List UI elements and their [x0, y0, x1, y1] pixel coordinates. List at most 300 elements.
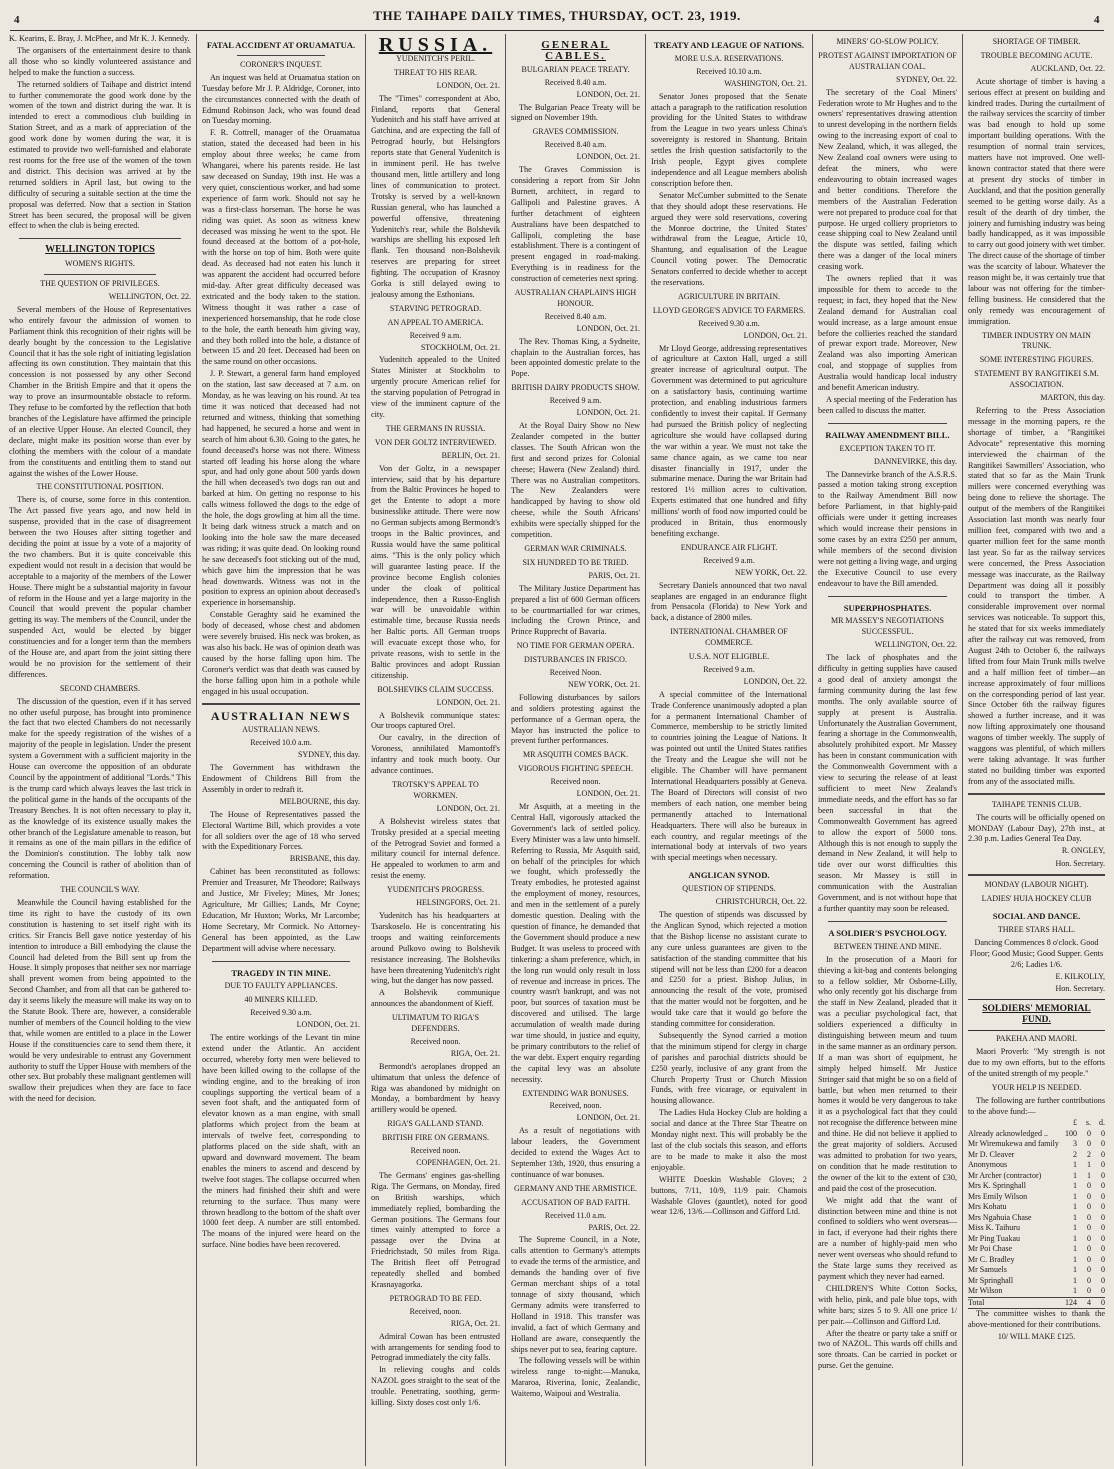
article-paragraph: Yudenitch appealed to the United States Minister at Stockholm to urgently procure American relief for the starving population of Petrograd in view of the imminent capture of the city. — [371, 355, 500, 419]
notice-subheading: LADIES' HUIA HOCKEY CLUB — [981, 894, 1092, 904]
advertisement-text: WHITE Doeskin Washable Gloves; 2 buttons, 7/11, 10/9, 11/9 pair. Chamois Washable Gloves (gauntlet), noted for good wear 12/6, 13/6.—Collinson and Gifford Ltd. — [651, 1174, 807, 1217]
fund-heading-box — [968, 999, 1105, 1031]
article-subheading: LLOYD GEORGE'S ADVICE TO FARMERS. — [652, 305, 806, 315]
table-row — [968, 1181, 1105, 1192]
amount-pence: 0 — [1101, 1202, 1105, 1212]
contributor-name: Already acknowledged .. — [968, 1128, 1048, 1138]
article-subheading: SIX HUNDRED TO BE TRIED. — [522, 557, 629, 567]
article-paragraph: Subsequently the Synod carried a motion that the minimum stipend for clergy in charge of parishes and parochial districts should be £250 yearly, inclusive of any grant from the Church Property Trust or Church Mission Funds, with free vicarage, or equivalent in housing allowance. — [651, 1030, 807, 1106]
article-subheading: QUESTION OF STIPENDS. — [682, 884, 776, 894]
article-heading: SUPERPHOSPHATES. — [843, 602, 932, 613]
contributor-name: Mr Wilson — [968, 1286, 1003, 1296]
newspaper-columns — [4, 34, 1110, 1466]
notice-subheading: THREE STARS HALL. — [997, 924, 1076, 934]
article-subheading: THREAT TO HIS REAR. — [393, 67, 478, 77]
article-paragraph: Acute shortage of timber is having a serious effect at present on building and kindred trades. During the curtailment of the railway services the scarcity of timber was bad enough to hold up some important building operations. With the resumption of normal train services, matters have not improved. One well-known contractor stated that there were at present dry stocks of timber in Auckland, and that the position generally seemed to be getting worse daily. As a result of the dearth of dry timber, the joinery and furnishing industry was being badly handicapped, as it was impossible to carry out good joinery with wet timber. The direct cause of the shortage of timber was the scarcity of labour. Whatever the reason might be, it was certainly true that labour was not offering for the timber-felling business. He considered that the only remedy was encouragement of immigration. — [968, 76, 1105, 326]
article-paragraph: A Bolshevist wireless states that Trotsky presided at a special meeting of the Petrograd Soviet and formed a military council for internal defence. He appealed to workmen to arm and resist the enemy. — [371, 816, 500, 881]
article-heading: RIGA'S GALLAND STAND. — [387, 1119, 484, 1129]
amount-pence: 0 — [1101, 1212, 1105, 1222]
article-paragraph: Yudenitch has his headquarters at Tsarskoselo. He is concentrating his troops and waiting reinforcements around Pulkovo owing to Bolshevik resistance increasing. The Bolsheviks have been threatening Yudenitch's right wing, but the danger has now passed. — [371, 910, 500, 986]
article-heading: ANGLICAN SYNOD. — [688, 870, 770, 881]
article-subheading: THE CONSTITUTIONAL POSITION. — [36, 482, 164, 492]
section-heading: RUSSIA. — [378, 34, 493, 56]
divider — [828, 596, 947, 597]
table-row — [968, 1192, 1105, 1203]
article-paragraph: Mr Asquith, at a meeting in the Central Hall, vigorously attacked the Government's lack of settled policy. Every Minister was a law unto himself. Referring to Russia, Mr Asquith said, on behalf of the principles for which we fought, which professedly the Treaty embodies, he protested against the employment of money, resources, and men in the settlement of a purely domestic question. Dealing with the question of finance, he demanded that the Government should produce a new Budget. It was useless to proceed with tinkering: a sham preference, which, in the long run would only result in loss of revenue and increase in prices. The country wasn't bankrupt, and was not poor, but sources of taxation must be discovered and utilised. The large accumulation of wealth made during war time should, in justice and equity, be primary contributors to the relief of the war debt. Expert enquiry regarding the capital levy was an absolute necessity. — [511, 802, 640, 1084]
column-header: s. — [1085, 1118, 1091, 1128]
divider — [19, 238, 181, 239]
article-paragraph: The Rev. Thomas King, a Sydneite, chaplain to the Australian forces, has been appointed domestic prelate to the Pope. — [511, 336, 640, 379]
article-heading: BULGARIAN PEACE TREATY. — [521, 64, 630, 74]
article-subheading: THE COUNCIL'S WAY. — [60, 885, 140, 895]
divider — [237, 55, 325, 56]
table-row — [968, 1255, 1105, 1266]
received-time: Received noon. — [410, 1036, 461, 1046]
article-subheading: BRITISH FIRE ON GERMANS. — [381, 1133, 490, 1143]
contributor-name: Mrs Ngahuia Chase — [968, 1212, 1032, 1222]
article-heading: A SOLDIER'S PSYCHOLOGY. — [828, 927, 947, 938]
table-row — [968, 1129, 1105, 1140]
article-paragraph: The organisers of the entertainment desire to thank all those who so kindly volunteered assistance and helped to make the function a success. — [9, 45, 191, 77]
article-paragraph: The "Times" correspondent at Abo, Finland, reports that General Yudenitch and his staff have arrived at Gatchina, and are expecting the fall of Petrograd hourly, but Helsingfors reports state that General Yudenitch is in imminent peril. He has twelve thousand men, little artillery and long lines of communication to protect. Trotsky is served by a well-known Russian general, who has launched a powerful offensive, threatening Yudenitch's rear, while the Bolshevik warships are shelling his exposed left flank. Ten thousand non-Bolshevik reserves are preparing for street fighting. The occupation of Krasnoy Gorka is still delayed owing to jealousy among the Esthonians. — [371, 93, 500, 299]
notice-text: Dancing Commences 8 o'clock. Good Floor; Good Music; Good Supper. Gents 2/6; Ladies 1/6. — [969, 937, 1104, 969]
received-time: Received 9 a.m. — [703, 664, 755, 674]
article-heading: PETROGRAD TO BE FED. — [389, 1293, 482, 1303]
article-heading: RAILWAY AMENDMENT BILL. — [825, 429, 950, 440]
amount-pounds: 1 — [1073, 1223, 1077, 1233]
amount-pence: 0 — [1101, 1233, 1105, 1243]
received-time: Received 11.0 a.m. — [544, 1210, 607, 1220]
dateline: SYDNEY, Oct. 22. — [896, 74, 957, 84]
divider — [212, 961, 350, 962]
amount-pounds: 100 — [1065, 1128, 1077, 1138]
column-1 — [4, 34, 197, 1466]
article-paragraph: In the prosecution of a Maori for thieving a kit-bag and contents belonging to a fellow soldier, Mr Osborne-Lilly, who only recently got his discharge from the staff in New Zealand, pleaded that it was a peculiar psychological fact, that soldiers experienced a difficulty in distinguishing between meum and tuum in the same manner as an ordinary person. If a man was short of equipment, he simply helped himself. Mr Justice Stringer said that might be so on a field of battle, but when men returned to their homes it would be very dangerous to take it as a psychological fact that they could not recognise the difference between mine and thine. He did not believe it applied to the great majority of soldiers. Accused was admitted to probation for two years, on condition that he made restitution to the owner of the kit to the extent of £30, and paid the cost of the prosecution. — [818, 954, 957, 1193]
fund-subheading: PAKEHA AND MAORI. — [996, 1034, 1077, 1044]
column-header: d. — [1099, 1118, 1105, 1128]
amount-pounds: 1 — [1073, 1202, 1077, 1212]
dateline: LONDON, Oct. 21. — [436, 803, 500, 813]
article-paragraph: Senator McCumber submitted to the Senate that they should adopt these reservations. He argued they were sold reservations, covering the Monroe doctrine, the United States' withdrawal from the League, Article 10, Shantung, and equalisation of the League Council voting power. The Democratic Senators conferred to decide whether to accept the reservations. — [651, 190, 807, 288]
article-paragraph: Admiral Cowan has been entrusted with arrangements for sending food to Petrograd immediately the city falls. — [371, 1331, 500, 1363]
article-paragraph: The question of stipends was discussed by the Anglican Synod, which rejected a motion that the Bishop license no assistant curate to any cure unless guarantees are given to the satisfaction of the standing committee that his stipend will not be less than £200 for a deacon and £250 for a priest. Bishop Julius, in announcing the result of the vote, promised that the matter would not be forgotten, and he would take care that it would go before the standing committee for consideration. — [651, 909, 807, 1029]
article-paragraph: Mr Lloyd George, addressing representatives of agriculture at Caxton Hall, urged a still greater increase of agricultural output. The Government was determined to put agriculture on a satisfactory basis, continuing wartime protection, and enabling industrious farmers confidently to invest their capital. If Germany had pursued the British policy of neglecting agriculture she would have collapsed during the war within a year. We must not take the same chance again, as we came too near disaster financially in 1917, under the submarine menace. During the war Britain had restored 1½ million acres to cultivation. Experts estimated that one hundred and fifty millions' worth of food now imported could be produced in Britain, thus enormously benefiting exchange. — [651, 343, 807, 538]
contributor-name: Mr Poi Chase — [968, 1244, 1012, 1254]
article-paragraph: Von der Goltz, in a newspaper interview, said that by his departure from the Baltic Provinces he hoped to get the Entente to adopt a more businesslike attitude. There were now no German subjects among Bermondt's troops in the Baltic provinces, and Russia would have the same political aims. "This is the only policy which will guarantee lasting peace. If the province become English colonies under the cloak of political independence, then a Russo-English war will be unavoidable within estimable time, because Russia needs her Baltic ports. All German troops will evacuate except those who, for private reasons, wish to settle in the Baltic provinces and adopt Russian citizenship. — [371, 463, 500, 680]
table-row — [968, 1171, 1105, 1182]
dateline: SYDNEY, this day. — [297, 750, 360, 760]
article-subheading: DUE TO FAULTY APPLIANCES. — [224, 981, 338, 991]
amount-pence: 0 — [1101, 1160, 1105, 1170]
article-paragraph: The secretary of the Coal Miners' Federation wrote to Mr Hughes and to the owners' representatives drawing attention to unrest developing in the northern fields owing to the increasing export of coal to New Zealand, which, it was alleged, the New Zealand coal owners were using to defeat the miners, who were endeavouring to obtain increased wages and better conditions. Therefore the members of the Australian Federation were not prepared to produce coal for that purpose. He urged colliery proprietors to cease shipping coal to New Zealand until the dispute was settled, failing which there was a danger of the local miners ceasing work. — [818, 87, 957, 272]
table-row — [968, 1150, 1105, 1161]
amount-shillings: 0 — [1087, 1139, 1091, 1149]
article-paragraph: We might add that the want of distinction between mine and thine is not confined to soldiers who went overseas—in fact, if everyone had their rights there are a number of highly-paid men who never went overseas who should refund to the State large sums they received as payment which they never had earned. — [818, 1195, 957, 1281]
received-time: Received 9 a.m. — [549, 396, 602, 406]
amount-pence: 0 — [1101, 1191, 1105, 1201]
dateline: DANNEVIRKE, this day. — [873, 456, 957, 466]
article-paragraph: K. Kearins, E. Bray, J. McPhee, and Mr K. J. Kennedy. — [9, 34, 190, 43]
article-paragraph: The lack of phosphates and the difficulty in getting supplies have caused a good deal of anxiety amongst the farming community during the last few months. The only available source of supply at present is Australia. Unfortunately the Australian Government, fearing a shortage in the Commonwealth, absolutely prohibited export. Mr Massey has been in constant communication with the Commonwealth Government with a view to securing the release of at least sufficient to meet New Zealand's immediate needs, and the effort has so far been successful in that the Commonwealth Government has agreed to allow the export of 5000 tons. Although this is not enough to supply the demand in New Zealand, it will help to tide over our worst difficulties this season. Mr Massey is still in communication with the Australian Government, and is not without hope that a further quantity may soon be released. — [818, 653, 957, 913]
dateline: NEW YORK, Oct. 21. — [568, 679, 640, 689]
contributor-name: Anonymous — [968, 1160, 1008, 1170]
article-heading: GERMANY AND THE ARMISTICE. — [513, 1183, 638, 1193]
article-paragraph: The Government has withdrawn the Endowment of Childrens Bill from the Assembly in order to redraft it. — [202, 763, 360, 794]
notice-signature: E. KILKOLLY, — [1055, 971, 1105, 981]
article-paragraph: The Bulgarian Peace Treaty will be signed on November 19th. — [511, 102, 640, 123]
article-heading: BRITISH DAIRY PRODUCTS SHOW. — [511, 383, 640, 393]
article-heading: MR ASQUITH COMES BACK. — [523, 750, 628, 760]
dateline: LONDON, Oct. 21. — [743, 330, 807, 340]
amount-pence: 0 — [1101, 1244, 1105, 1254]
article-paragraph: Cabinet has been reconstituted as follows: Premier and Treasurer, Mr Theodore; Railways and Justice, Mr Fiveley; Mines, Mr Jones; Agriculture, Mr Gillies; Lands, Mr Coyne; Education, Mr Huxton; Works, Mr Larcombe; Home Secretary, Mr Cormick. No Attorney-General has been appointed, as the Law Department will advise where necessary. — [202, 867, 360, 953]
article-paragraph: Several members of the House of Representatives who entirely favour the admission of women to Parliament think this recognition of their rights will be dearly bought by the concession to the Legislative Council that it has the sole right of initiating legislation affecting its own constitution. They maintain that this concession is not possessed by any other Second Chamber in the British Empire and that it opens the way to prove an insurmountable obstacle to reform. They refuse to be comforted by the reflection that both branches of the Legislature have affirmed the principle of an elective Upper House. An elected Council, they declare, might make its position worse than ever by clothing the members with the colour of a mandate from the constituents and entitling them to stand out against the wishes of the Lower House. — [9, 304, 191, 478]
amount-shillings: 0 — [1087, 1223, 1091, 1233]
dateline: WELLINGTON, Oct. 22. — [108, 292, 191, 302]
dateline: LONDON, Oct. 21. — [436, 80, 500, 90]
column-6 — [813, 34, 963, 1466]
article-paragraph: The entire workings of the Levant tin mine extend under the Atlantic. An accident occurred, whereby forty men were believed to have been killed owing to the collapse of the winding engine, and to the breaking of iron couplings supporting the vertical beam of a seven foot shaft, and the antiquated form of elevator known as a man engine, with small platforms which project from the beam at intervals of twelve feet, corresponding to platforms placed on the side shaft, with an upward and downward movement. The beam enables the miners to ascend and descend by twelve foot stages. The collapse occurred when the miners had finished their shift and were returning to the surface. Thus many were thrown headlong to the bottom of the shaft over 1000 feet deep. A number are still entombed. The moans of the injured were heard on the surface. Nine bodies have been recovered. — [202, 1033, 360, 1250]
dateline: CHRISTCHURCH, Oct. 22. — [715, 897, 807, 907]
amount-shillings: 0 — [1087, 1202, 1091, 1212]
received-time: Received, noon. — [409, 1306, 462, 1316]
amount-shillings: 4 — [1077, 1297, 1091, 1309]
contributor-name: Mr Archer (contractor) — [968, 1170, 1042, 1180]
fund-subheading: YOUR HELP IS NEEDED. — [991, 1082, 1082, 1092]
dateline: LONDON, Oct. 21. — [576, 152, 640, 162]
received-time: Received 9.30 a.m. — [250, 1008, 312, 1018]
article-paragraph: The Military Justice Department has prepared a list of 600 German officers to be courtmartialled for war crimes, including the Crown Prince, and Prince Rupprecht of Bavaria. — [511, 583, 640, 637]
amount-pounds: 1 — [1073, 1275, 1077, 1285]
table-row — [968, 1139, 1105, 1150]
contributor-name: Mrs K. Springhall — [968, 1181, 1026, 1191]
article-heading: EXTENDING WAR BONUSES. — [522, 1088, 629, 1098]
section-heading: AUSTRALIAN NEWS — [210, 709, 352, 724]
article-paragraph: J. P. Stewart, a general farm hand employed on the station, last saw deceased at 7 a.m. on Monday, as he was leaving on his round. At tea time it was noticed that deceased had not returned and witness, thinking that something had happened, he secured a horse and went in search of him about 6.30. Going to the gates, he found deceased's horse was not there. Witness started off leading his horse along the whare spur, and had only gone about 500 yards down the hill when deceased's two dogs ran out and barked at him. On getting no response to his calls witness followed the dogs to the edge of the hole, the dogs growling at him all the time. It being dark witness struck a match and on looking into the hole saw the mare deceased was riding; it was quite dead. On looking round he saw deceased's foot sticking out of the mud, which gave him the impression that he was head downwards. Witness was not in the position to express an opinion about deceased's experience in horsemanship. — [202, 369, 360, 608]
amount-pence: 0 — [1101, 1128, 1105, 1138]
received-time: Received noon. — [410, 1146, 461, 1156]
contributor-name: Mr Wiremukewa and family — [968, 1139, 1059, 1149]
article-subheading: ACCUSATION OF BAD FAITH. — [521, 1197, 630, 1207]
amount-pence: 0 — [1101, 1254, 1105, 1264]
article-paragraph: An inquest was held at Oruamatua station on Tuesday before Mr J. P. Aldridge, Coroner, into the circumstances connected with the death of Edmund Robinson Jack, who was found dead on Tuesday morning. — [202, 72, 360, 126]
amount-pence: 0 — [1101, 1181, 1105, 1191]
amount-shillings: 0 — [1087, 1244, 1091, 1254]
article-heading: THE GERMANS IN RUSSIA. — [385, 423, 486, 433]
dateline: COPENHAGEN, Oct. 21. — [416, 1158, 500, 1167]
dateline: PARIS, Oct. 22. — [588, 1222, 640, 1232]
article-subheading: PROTEST AGAINST IMPORTATION OF AUSTRALIAN COAL. — [818, 50, 957, 71]
article-paragraph: The Ladies Hula Hockey Club are holding a social and dance at the Three Star Theatre on Monday night next. This will probably be the last of the club socials this season, and efforts are to be made to make it also the most enjoyable. — [651, 1108, 807, 1172]
article-paragraph: Our cavalry, in the direction of Voroness, annihilated Mamontoff's infantry and took much booty. Our advance continues. — [371, 733, 500, 776]
amount-pounds: 1 — [1073, 1286, 1077, 1296]
section-heading: WELLINGTON TOPICS — [45, 244, 155, 256]
received-time: Received 9 a.m. — [703, 555, 755, 565]
article-paragraph: Bermondt's aeroplanes dropped an ultimatum that unless the defence of Riga was abandoned by midnight on Monday, a bombardment by heavy artillery would be opened. — [371, 1061, 500, 1115]
article-paragraph: Meanwhile the Council having established for the time its right to have the custody of its own constitution is hastening to set itself right with its critics. Sir Francis Bell gave notice yesterday of his intention to introduce a Bill embodying the clause the Council had deleted from the Bill sent up from the House. It simply proposes that neither sex nor marriage shall prevent women from being appointed to the Second Chamber, and from all that can be gathered to-day it seems likely the measure will make its way on to the Statute Book. There are, however, a considerable number of members of the Council holding to the view that, while women are entitled to a place in the Lower House if the constituencies care to send them there, it would be very undesirable to entrust any Government authority to stuff the Upper House with members of the other sex. But probably these malignant gentlemen will swallow their prejudices when they are face to face with the need for decision. — [9, 897, 191, 1104]
article-paragraph: Constable Geraghty said he examined the body of deceased, whose chest and abdomen were severely bruised. His neck was broken, as was also his back. He was of opinion death was caused by the horse falling upon him. The Coroner's verdict was that death was caused by the horse falling upon him in a pothole while engaged in his usual occupation. — [202, 610, 360, 696]
dateline: BERLIN, Oct. 21. — [441, 450, 500, 460]
article-paragraph: A special committee of the International Trade Conference unanimously adopted a plan for a permanent International Chamber of Commerce, membership to be strictly limited to countries joining the League of Nations. It was pointed out until the United States ratifies the Treaty and the League she will not be eligible. The Chamber will have permanent International Headquarters possibly at Geneva. The Board of Directors will consist of two members of each nation, one member being permanently attached to International Headquarters. There will also be bureaux in each country, and regular meetings of the international body at intervals of two years with special meetings when necessary. — [651, 689, 807, 863]
table-row — [968, 1244, 1105, 1255]
dateline: LONDON, Oct. 21. — [576, 323, 640, 333]
dateline: LONDON, Oct. 21. — [296, 1020, 360, 1030]
column-2 — [197, 34, 366, 1466]
contributor-name: Mr Samuels — [968, 1265, 1007, 1275]
article-heading: YUDENITCH'S PROGRESS. — [386, 885, 484, 895]
received-time: Received noon. — [550, 777, 601, 787]
article-paragraph: F. R. Cottrell, manager of the Oruamatua station, stated the deceased had been in his employ about three weeks; he came from Whangarei, where his parents reside. He last saw deceased on Sunday, 19th inst. He was a very quiet, conscientious worker, and had some experience of farm work. Should not say he was a first-class horseman. The horse he was riding was quiet. As soon as witness knew deceased was missing he went to the spot. He found deceased at the bottom of a pot-hole, with the horse on top of him. Both were quite dead. As deceased had not eaten his lunch it was apparent the accident had occurred before mid-day. After great difficulty deceased was extricated and the body taken to the station. Witness thought it was rather a case of inexperienced horsemanship, that he rode close to the hole, the earth beneath him giving way, and they both rolled into the hole, a distance of between 15 and 20 feet. Deceased had been on the same round on other occasions. — [202, 128, 360, 367]
contributor-name: Mr Ping Tuakau — [968, 1233, 1021, 1243]
fund-heading: SOLDIERS' MEMORIAL FUND. — [982, 1004, 1091, 1026]
article-paragraph: The Germans' engines gas-shelling Riga. The Germans, on Monday, fired on British warships, which immediately replied, bombarding the German positions. The Germans four times vainly attempted to force a passage over the Dvina at Friedrichstadt, 50 miles from Riga. The British fleet off Petrograd repeatedly shelled and bombed Krasnayagorka. — [371, 1170, 500, 1289]
table-row — [968, 1160, 1105, 1171]
article-paragraph: The House of Representatives passed the Electoral Wartime Bill, which provides a vote for all soldiers over the age of 18 who served with the Expeditionary Forces. — [202, 809, 360, 852]
dateline: LONDON, Oct. 21. — [576, 408, 640, 418]
article-paragraph: A Bolshevik communique announces the abandonment of Kieff. — [371, 988, 500, 1009]
amount-pounds: 1 — [1073, 1212, 1077, 1222]
notice-subheading: SOCIAL AND DANCE. — [992, 910, 1081, 921]
article-paragraph: At the Royal Dairy Show no New Zealander competed in the butter classes. The South African won the first and second prizes for Colonial cheese; Hawera (New Zealand) third. There was no Australian competitors. The New Zealanders were handicapped by having to show old cheese, while the South Africans' exhibits were specially shipped for the competition. — [511, 421, 640, 540]
dateline: LONDON, Oct. 21. — [436, 697, 500, 707]
article-heading: GERMAN WAR CRIMINALS. — [524, 543, 627, 553]
amount-pence: 0 — [1101, 1170, 1105, 1180]
contributor-name: Mrs Kohatu — [968, 1202, 1007, 1212]
article-subheading: STATEMENT BY RANGITIKEI S.M. ASSOCIATION. — [974, 369, 1099, 390]
notice-signature-title: Hon. Secretary. — [1055, 859, 1105, 869]
table-row — [968, 1286, 1105, 1297]
article-paragraph: The following vessels will be within wireless range to-night:—Manuka, Mararoa, Riverina, Ionic, Zealandic, Waitemo, Waipoui and Westralia. — [511, 1356, 640, 1399]
column-7 — [963, 34, 1110, 1466]
dateline: LONDON, Oct. 21. — [576, 1113, 640, 1123]
amount-shillings: 0 — [1087, 1191, 1091, 1201]
article-paragraph: A Bolshevik communique states: Our troops captured Orel. — [371, 710, 500, 731]
dateline: WASHINGTON, Oct. 21. — [724, 78, 807, 88]
dateline: AUCKLAND, Oct. 22. — [1030, 63, 1105, 73]
dateline: LONDON, Oct. 22. — [743, 676, 807, 686]
divider — [44, 274, 156, 275]
dateline: WELLINGTON, Oct. 22. — [874, 640, 957, 650]
divider — [968, 793, 1105, 795]
contributor-name: Total — [968, 1297, 1063, 1309]
article-subheading: VIGOROUS FIGHTING SPEECH. — [518, 764, 633, 774]
amount-pence: 0 — [1101, 1223, 1105, 1233]
table-row — [968, 1265, 1105, 1276]
table-row — [968, 1234, 1105, 1245]
contributions-table — [968, 1118, 1105, 1309]
amount-shillings: 0 — [1087, 1254, 1091, 1264]
table-row — [968, 1213, 1105, 1224]
amount-shillings: 0 — [1087, 1233, 1091, 1243]
section-heading: GENERAL CABLES. — [541, 39, 610, 62]
fund-text: The committee wishes to thank the above-mentioned for their contributions. — [968, 1309, 1105, 1330]
article-subheading: TROUBLE BECOMING ACUTE. — [980, 50, 1093, 60]
amount-pence: 0 — [1091, 1297, 1105, 1309]
article-subheading: U.S.A. NOT ELIGIBLE. — [688, 652, 770, 662]
dateline: STOCKHOLM, Oct. 21. — [420, 342, 500, 352]
column-5 — [646, 34, 813, 1466]
dateline: RIGA, Oct. 21. — [450, 1318, 500, 1328]
amount-pounds: 1 — [1073, 1181, 1077, 1191]
article-heading: YUDENITCH'S PERIL. — [396, 53, 475, 63]
article-paragraph: The Graves Commission is considering a report from Sir John Burnett, architect, in regard to Gallipoli and Palestine graves. A further detachment of eighteen Australians have been despatched to Gallipoli, completing the base establishment. There is a contingent of present engaged in road-making. Everything is in readiness for the construction of cemeteries next spring. — [511, 165, 640, 284]
amount-shillings: 0 — [1087, 1275, 1091, 1285]
article-heading: AGRICULTURE IN BRITAIN. — [678, 291, 780, 301]
article-heading: BOLSHEVIKS CLAIM SUCCESS. — [377, 684, 494, 694]
table-row — [968, 1223, 1105, 1234]
article-paragraph: Senator Jones proposed that the Senate attach a paragraph to the ratification resolution providing for the United States to withdraw from the League in two years unless China's sovereignty is restored in Shantung. Britain settles the Irish question satisfactorily to the Irish people, Egypt gives complete independence and all League members abolish conscription before then. — [651, 91, 807, 188]
article-subheading: CORONER'S INQUEST. — [240, 59, 322, 69]
article-subheading: MR MASSEY'S NEGOTIATIONS SUCCESSFUL. — [830, 616, 944, 637]
dateline: BRISBANE, this day. — [289, 854, 360, 864]
article-heading: FATAL ACCIDENT AT ORUAMATUA. — [206, 40, 356, 50]
amount-shillings: 1 — [1087, 1170, 1091, 1180]
received-time: Received 8.40 a.m. — [544, 77, 607, 87]
divider — [968, 874, 1105, 876]
amount-pounds: 1 — [1073, 1170, 1077, 1180]
article-subheading: AN APPEAL TO AMERICA. — [387, 317, 484, 327]
article-subheading: SOME INTERESTING FIGURES. — [979, 355, 1094, 365]
dateline: MELBOURNE, this day. — [279, 796, 360, 806]
received-time: Received 9 a.m. — [409, 330, 462, 340]
amount-pounds: 1 — [1073, 1191, 1077, 1201]
amount-pounds: 124 — [1065, 1297, 1077, 1307]
article-subheading: VON DER GOLTZ INTERVIEWED. — [374, 437, 497, 447]
article-paragraph: As a result of negotiations with labour leaders, the Government decided to extend the Wages Act to September 13th, 1920, thus ensuring a continuance of war bonuses. — [511, 1126, 640, 1179]
article-paragraph: The Dannevirke branch of the A.S.R.S. passed a motion taking strong exception to the Railway Amendment Bill now before Parliament, in that highly-paid officials were under it getting increases which would increase their pensions in some cases by an extra £250 per annum, while members of the second division were not getting a living wage, and urging the Executive Council to use every endeavour to have the Bill amended. — [818, 469, 957, 588]
column-4 — [506, 34, 646, 1466]
advertisement-text: After the theatre or party take a sniff or two of NAZOL. This wards off chills and sore throats. Can be carried in pocket or purse. Get the genuine. — [818, 1328, 957, 1371]
dateline: HELSINGFORS, Oct. 21. — [416, 898, 500, 908]
table-header-row — [968, 1118, 1105, 1129]
amount-pounds: 1 — [1073, 1160, 1077, 1170]
article-paragraph: A special meeting of the Federation has been called to discuss the matter. — [818, 395, 957, 415]
received-time: Received 8.40 a.m. — [544, 311, 607, 321]
amount-pounds: 1 — [1073, 1244, 1077, 1254]
article-subheading: EXCEPTION TAKEN TO IT. — [839, 443, 936, 453]
dateline: RIGA, Oct. 21. — [450, 1048, 500, 1058]
amount-pounds: 1 — [1073, 1233, 1077, 1243]
article-paragraph: The owners replied that it was impossible for them to accede to the request; in fact, they hoped that the New Zealand demand for Australian coal would increase, as a large amount ensue before the collieries reached the standard of prewar export trade. Moreover, New Zealand was also importing American coal, and stoppage of supplies from Australia would handicap local industry and benefit American industry. — [818, 274, 957, 393]
dateline: MARTON, this day. — [1040, 393, 1105, 403]
article-heading: ENDURANCE AIR FLIGHT. — [680, 542, 778, 552]
contributor-name: Mr D. Cleaver — [968, 1149, 1015, 1159]
article-heading: NO TIME FOR GERMAN OPERA. — [516, 641, 635, 651]
amount-pence: 0 — [1101, 1275, 1105, 1285]
article-heading: INTERNATIONAL CHAMBER OF COMMERCE. — [670, 627, 788, 648]
newspaper-title: THE TAIHAPE DAILY TIMES, THURSDAY, OCT. 23, 1919. — [373, 8, 741, 23]
article-subheading: SECOND CHAMBERS. — [59, 683, 140, 693]
notice-heading: MONDAY (LABOUR NIGHT). — [984, 880, 1089, 890]
received-time: Received Noon. — [549, 668, 602, 678]
received-time: Received 9.30 a.m. — [698, 318, 760, 328]
dateline: PARIS, Oct. 21. — [588, 570, 640, 580]
fund-text: Maori Proverb: "My strength is not due to my own efforts, but to the efforts of the united strength of my people." — [968, 1047, 1105, 1078]
article-heading: SHORTAGE OF TIMBER. — [992, 37, 1081, 46]
article-subheading: BETWEEN THINE AND MINE. — [833, 941, 942, 951]
amount-shillings: 0 — [1087, 1181, 1091, 1191]
advertisement-text: CHILDREN'S White Cotton Socks, with helio, pink, and pale blue tops, with white bars; sizes 5 to 9. All one price 1/ per pair.—Collinson and Gifford Ltd. — [818, 1283, 957, 1326]
amount-shillings: 0 — [1087, 1128, 1091, 1138]
dateline: NEW YORK, Oct. 22. — [735, 567, 807, 577]
amount-pence: 0 — [1101, 1149, 1105, 1159]
article-paragraph: Referring to the Press Association message in the morning papers, re the shortage of timber, a "Rangitikei Advocate" representative this morning interviewed the chairman of the Rangitikei Sawmillers' Association, who stated that so far as the Main Trunk millers were concerned everything was being done to relieve the shortage. The output of the members of the Rangitikei Association last month was nearly four million feet, compared with two and a quarter million feet for the same month last year. So far as the railway services were concerned, the Press Association message was inaccurate, as the Railway Department was doing all it possibly could to transport the timber. A considerable improvement over normal services was noticeable. To support this, he stated that for six weeks immediately after the railway cut was removed, from August 24th to October 6, the railways lifted from four Main Trunk mills twelve and a half million feet of timber—an increase approximately of four millions on the corresponding period of last year. Since October 6th the railway figures showed a further increase, and it was now lifting approximately one thousand wagons of timber weekly. The supply of waggons was plentiful, of which millers were taking advantage. It was further stated no building timber was exported from any of the associated mills. — [968, 406, 1105, 786]
amount-shillings: 0 — [1087, 1286, 1091, 1296]
amount-pounds: 3 — [1073, 1139, 1077, 1149]
dateline: LONDON, Oct. 21. — [576, 89, 640, 99]
article-heading: TRAGEDY IN TIN MINE. — [231, 967, 331, 978]
amount-pence: 0 — [1101, 1286, 1105, 1296]
notice-text: The courts will be officially opened on MONDAY (Labour Day), 27th inst., at 2.30 p.m. Ladies General Tea Day. — [968, 812, 1105, 844]
divider — [828, 423, 947, 424]
received-time: Received 10.0 a.m. — [250, 738, 312, 748]
article-subheading: MORE U.S.A. RESERVATIONS. — [674, 53, 784, 63]
table-total-row — [968, 1297, 1105, 1309]
amount-shillings: 1 — [1087, 1160, 1091, 1170]
amount-shillings: 0 — [1087, 1265, 1091, 1275]
article-paragraph: The returned soldiers of Taihape and district intend to further commemorate the good work done by the women of the town and district during the war. It is intended to erect a commodious club building in Station Street, and as a mark of appreciation of the good work done by women during the war, it is estimated to provide two well-furnished and elaborate rest rooms for the free use of the women of the town and district. This decision was arrived at by the returned soldiers in April last, but owing to the difficulty of securing a suitable section at the time the proposal was deferred. Now that a section in Station Street has been secured, the proposal will be given effect to when the club is being erected. — [9, 79, 191, 231]
contributor-name: Mr C. Bradley — [968, 1254, 1015, 1264]
received-time: Received 10.10 a.m. — [696, 66, 762, 76]
contributor-name: Mr Springhall — [968, 1275, 1014, 1285]
article-heading: TIMBER INDUSTRY ON MAIN TRUNK. — [982, 330, 1091, 351]
page-number-right: 4 — [1094, 14, 1100, 26]
received-time: Received 8.40 a.m. — [544, 140, 607, 150]
amount-pounds: 1 — [1073, 1254, 1077, 1264]
notice-heading: TAIHAPE TENNIS CLUB. — [991, 799, 1082, 809]
article-heading: AUSTRALIAN CHAPLAIN'S HIGH HONOUR. — [514, 288, 637, 308]
table-row — [968, 1276, 1105, 1287]
amount-shillings: 0 — [1087, 1212, 1091, 1222]
divider — [828, 921, 947, 922]
table-row — [968, 1202, 1105, 1213]
article-subheading: DISTURBANCES IN FRISCO. — [524, 655, 627, 665]
amount-pence: 0 — [1101, 1139, 1105, 1149]
masthead — [10, 8, 1104, 31]
divider — [202, 703, 360, 705]
article-paragraph: Following disturbances by sailors and soldiers protesting against the performance of a German opera, the Mayor has instructed the police to prevent further performances. — [511, 692, 640, 746]
contributor-name: Mrs Emily Wilson — [968, 1191, 1028, 1201]
fund-text: The following are further contributions to the above fund:— — [968, 1095, 1105, 1116]
notice-signature: R. ONGLEY, — [1061, 846, 1105, 856]
page-number-left: 4 — [14, 14, 20, 26]
fund-footer: 10/ WILL MAKE £125. — [997, 1332, 1076, 1342]
article-heading: ULTIMATUM TO RIGA'S DEFENDERS. — [391, 1013, 480, 1034]
contributor-name: Miss K. Taihuru — [968, 1223, 1020, 1233]
amount-pence: 0 — [1101, 1265, 1105, 1275]
received-time: Received, noon. — [549, 1101, 602, 1111]
article-subheading: AUSTRALIAN NEWS. — [242, 725, 320, 735]
column-3 — [366, 34, 506, 1466]
article-heading: STARVING PETROGRAD. — [389, 303, 482, 313]
article-paragraph: The Supreme Council, in a Note, calls attention to Germany's attempts to evade the terms of the armistice, and demands the handing over of five German merchant ships of a total tonnage of sixty thousand, which Germany admits were transferred to Holland in 1918. This transfer was invalid, a fact of which Germany and Holland are aware, consequently the ships never put to sea, fearing capture. — [511, 1235, 640, 1354]
article-paragraph: The discussion of the question, even if it has served no other useful purpose, has brought into prominence the fact that two elected Chambers do not necessarily make for the speedy registration of the wishes of a majority of the people in legislation. Under the present system a Government with a sufficient majority in the House can overcome the opposition of an obdurate Council by the appointment of additional "Lords." This is the trump card which always leaves the last trick in the political game in the hands of the occupants of the Treasury Benches. It is not often necessary to play it, as the knowledge of its existence usually makes the other branch of the Legislature amenable to reason, but it remains as one of the main pillars in the edifice of the Dominion's constitution. The lobby talk now concerning the Council is rather of abolition than of reformation. — [9, 696, 191, 881]
article-heading: MINERS' GO-SLOW POLICY. — [836, 37, 939, 46]
column-header: £ — [1073, 1118, 1077, 1128]
article-subheading: 40 MINERS KILLED. — [244, 995, 318, 1005]
dateline: LONDON, Oct. 21. — [576, 789, 640, 799]
notice-signature-title: Hon. Secretary. — [1055, 984, 1105, 994]
amount-pounds: 2 — [1073, 1149, 1077, 1159]
article-heading: TREATY AND LEAGUE OF NATIONS. — [653, 40, 805, 50]
article-paragraph: Secretary Daniels announced that two naval seaplanes are engaged in an endurance flight from Pensacola (Florida) to New York and back, a distance of 2800 miles. — [651, 580, 807, 623]
amount-shillings: 2 — [1087, 1149, 1091, 1159]
article-paragraph: There is, of course, some force in this contention. The Act passed five years ago, and now held in suspense, provided that in the case of disagreement between the two Houses after sitting together and deciding the point at issue by a vote of a majority of the two chambers. But it is quite conceivable this expedient would not result in a decision that would be acceptable to a majority of the members of the Lower House. There might be a substantial majority in favour of reform in the House and yet a large majority in the Council that would prevent the popular chamber getting its way. The members of the Council, under the suspended Act, would be elected by bigger constituencies and for a longer term than the members of the House are, and apart from the joint sitting there would be no provision for the settlement of their differences. — [9, 495, 191, 679]
article-heading: GRAVES COMMISSION. — [532, 127, 619, 137]
article-heading: THE QUESTION OF PRIVILEGES. — [40, 279, 160, 289]
advertisement-text: In relieving coughs and colds NAZOL goes straight to the seat of the trouble. Penetrating, soothing, germ-killing. Sixty doses cost only 1/6. — [371, 1365, 500, 1408]
section-subheading: WOMEN'S RIGHTS. — [65, 259, 135, 269]
